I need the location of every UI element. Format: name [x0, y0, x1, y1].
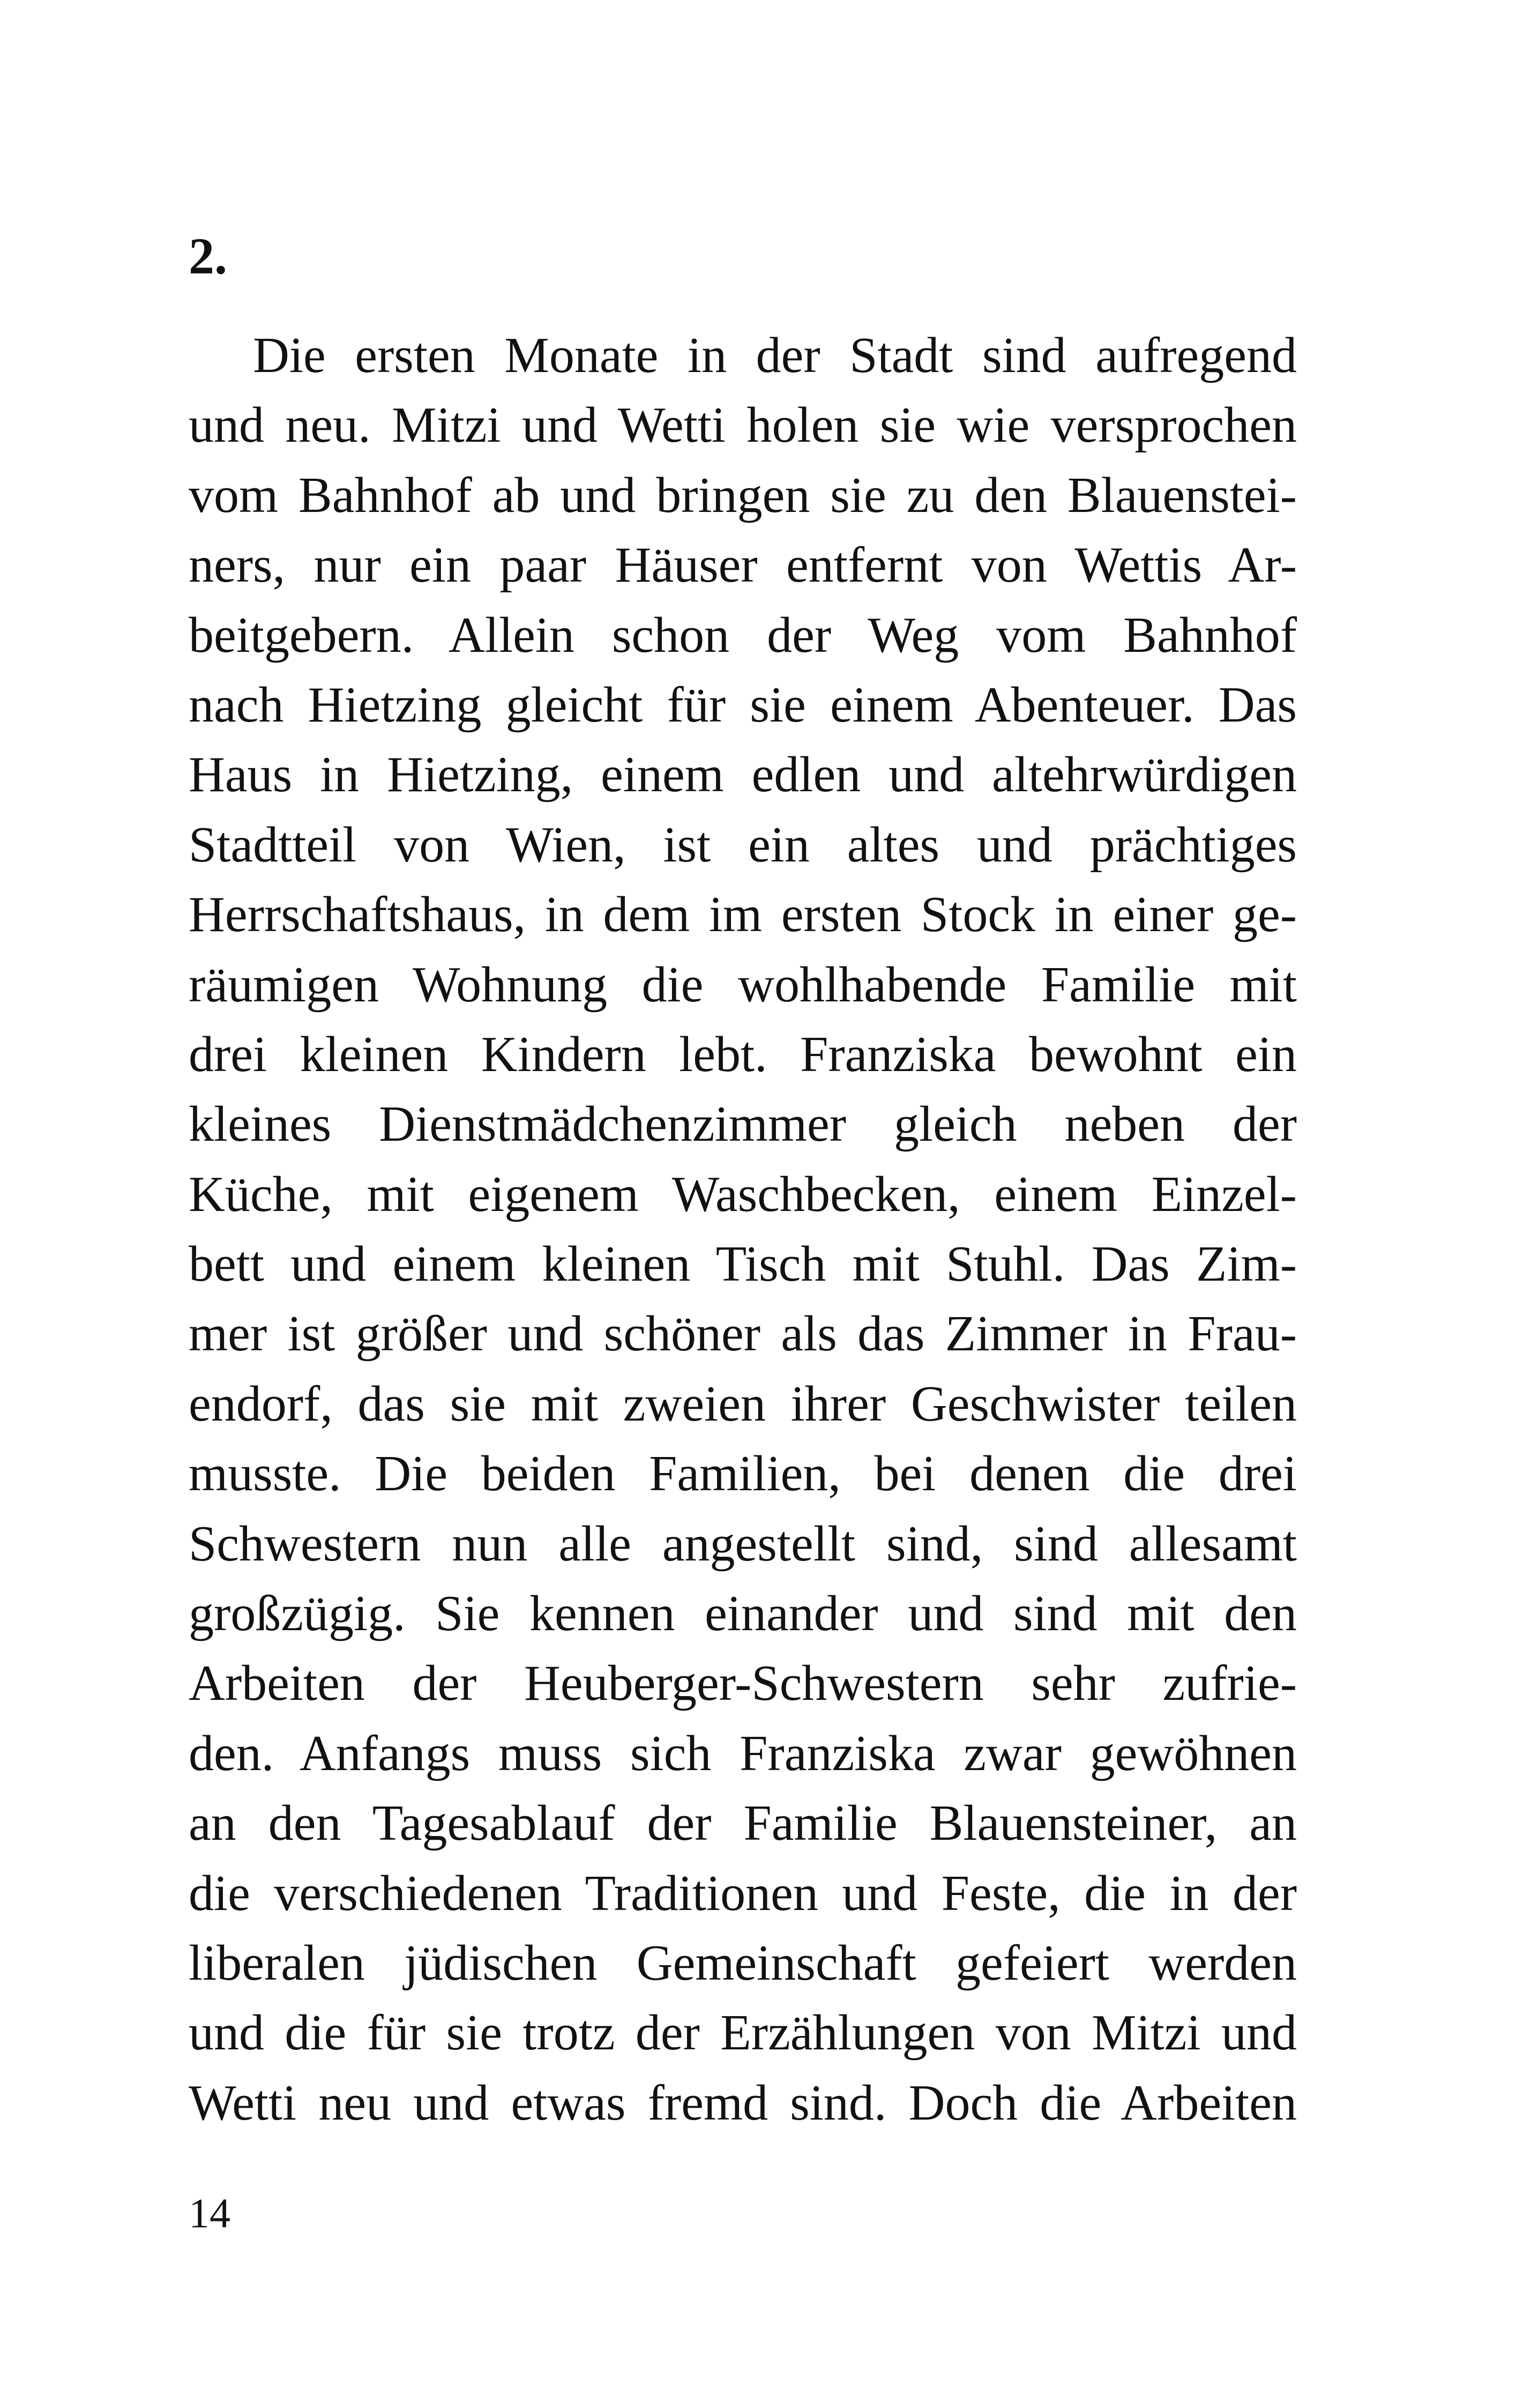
text-line: liberalen jüdischen Gemeinschaft gefeiert werden — [189, 1935, 1297, 1991]
text-line: die verschiedenen Traditionen und Feste, die in der — [189, 1865, 1297, 1921]
text-line: Herrschaftshaus, in dem im ersten Stock in einer ge- — [189, 887, 1297, 943]
text-line: Küche, mit eigenem Waschbecken, einem Einzel- — [189, 1166, 1297, 1222]
text-line: und neu. Mitzi und Wetti holen sie wie versprochen — [189, 397, 1297, 454]
text-line: Stadtteil von Wien, ist ein altes und prächtiges — [189, 816, 1297, 873]
text-line: drei kleinen Kindern lebt. Franziska bewohnt ein — [189, 1026, 1297, 1082]
text-line: großzügig. Sie kennen einander und sind mit den — [189, 1586, 1297, 1642]
text-line: vom Bahnhof ab und bringen sie zu den Blauenstei- — [189, 467, 1297, 523]
text-line: Arbeiten der Heuberger-Schwestern sehr zufrie- — [189, 1655, 1297, 1712]
text-line: Schwestern nun alle angestellt sind, sind allesamt — [189, 1515, 1297, 1572]
text-line: endorf, das sie mit zweien ihrer Geschwister teilen — [189, 1376, 1297, 1432]
text-line: den. Anfangs muss sich Franziska zwar gewöhnen — [189, 1725, 1297, 1781]
text-line: räumigen Wohnung die wohlhabende Familie mit — [189, 956, 1297, 1013]
text-line: beitgebern. Allein schon der Weg vom Bahnhof — [189, 607, 1297, 663]
chapter-heading: 2. — [189, 227, 227, 285]
text-line: mer ist größer und schöner als das Zimmer in Frau- — [189, 1306, 1297, 1362]
body-text — [189, 321, 1297, 2138]
text-line: an den Tagesablauf der Familie Blauensteiner, an — [189, 1795, 1297, 1852]
text-line: musste. Die beiden Familien, bei denen die drei — [189, 1446, 1297, 1502]
text-line: bett und einem kleinen Tisch mit Stuhl. Das Zim- — [189, 1236, 1297, 1292]
text-line: kleines Dienstmädchenzimmer gleich neben der — [189, 1096, 1297, 1153]
text-line: Haus in Hietzing, einem edlen und altehrwürdigen — [189, 747, 1297, 803]
page-number: 14 — [189, 2190, 230, 2236]
text-line: ners, nur ein paar Häuser entfernt von Wettis Ar- — [189, 537, 1297, 593]
text-line: und die für sie trotz der Erzählungen von Mitzi und — [189, 2005, 1297, 2061]
text-line: nach Hietzing gleicht für sie einem Abenteuer. Das — [189, 677, 1297, 733]
text-line: Die ersten Monate in der Stadt sind aufregend — [253, 328, 1297, 383]
text-line: Wetti neu und etwas fremd sind. Doch die Arbeiten — [189, 2075, 1297, 2131]
